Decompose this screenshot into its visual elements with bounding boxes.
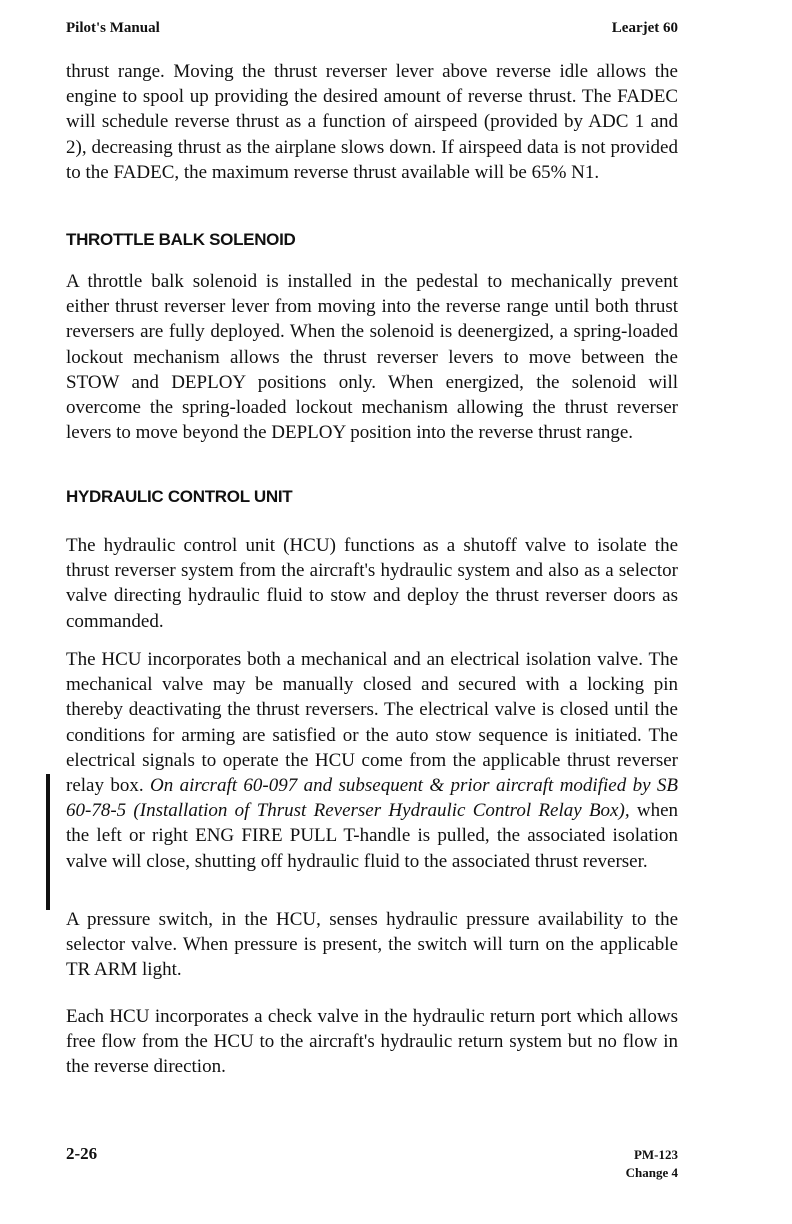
heading-throttle-balk-solenoid: THROTTLE BALK SOLENOID bbox=[66, 230, 296, 249]
hcu-effectivity-note: On aircraft 60-097 and subsequent & prior aircraft modified by SB 60-78-5 (Installation of Thrust Reverser Hydraulic Control Relay Box), bbox=[66, 775, 679, 822]
header-manual-title: Pilot's Manual bbox=[66, 20, 160, 36]
page-header bbox=[66, 20, 678, 46]
footer-doc-id: PM-123 bbox=[633, 1147, 678, 1162]
heading-hydraulic-control-unit: HYDRAULIC CONTROL UNIT bbox=[66, 487, 293, 506]
paragraph-hcu-function: The hydraulic control unit (HCU) functions as a shutoff valve to isolate the thrust reverser system from the aircraft's hydraulic system and also as a selector valve directing hydraulic fluid to stow and deploy the thrust reverser doors as commanded. bbox=[66, 535, 678, 632]
paragraph-thrust-range: thrust range. Moving the thrust reverser lever above reverse idle allows the engine to spool up providing the desired amount of reverse thrust. The FADEC will schedule reverse thrust as a function of airspeed (provided by ADC 1 and 2), decreasing thrust as the airplane slows down. If airspeed data is not provided to the FADEC, the maximum reverse thrust available will be 65% N1. bbox=[66, 61, 678, 183]
footer-change-number: Change 4 bbox=[625, 1165, 678, 1180]
paragraph-check-valve: Each HCU incorporates a check valve in the hydraulic return port which allows free flow from the HCU to the aircraft's hydraulic return system but no flow in the reverse direction. bbox=[66, 1006, 678, 1078]
footer-page-number: 2-26 bbox=[66, 1144, 98, 1163]
paragraph-pressure-switch: A pressure switch, in the HCU, senses hydraulic pressure availability to the selector valve. When pressure is present, the switch will turn on the applicable TR ARM light. bbox=[66, 909, 678, 981]
revision-change-bar bbox=[46, 774, 50, 910]
hcu-isolation-text-a: The HCU incorporates both a mechanical and an electrical isolation valve. The mechanical valve may be manually closed and secured with a locking pin thereby deactivating the thrust reversers. The electrical valve is closed until the conditions for arming are satisfied or the auto stow sequence is initiated. The electrical signals to operate the HCU come from the applicable thrust reverser relay box. bbox=[66, 649, 678, 797]
paragraph-throttle-balk-solenoid: A throttle balk solenoid is installed in the pedestal to mechanically prevent either thrust reverser lever from moving into the reverse range until both thrust reversers are fully deployed. When the solenoid is deenergized, a spring-loaded lockout mechanism allows the thrust reverser levers to move between the STOW and DEPLOY positions only. When energized, the solenoid will overcome the spring-loaded lockout mechanism allowing the thrust reverser levers to move beyond the DEPLOY position into the reverse thrust range. bbox=[66, 271, 678, 444]
hcu-isolation-text-b: when the left or right ENG FIRE PULL T-handle is pulled, the associated isolation valve will close, shutting off hydraulic fluid to the associated thrust reverser. bbox=[66, 800, 679, 872]
footer-document-info bbox=[626, 1146, 678, 1182]
header-aircraft-model: Learjet 60 bbox=[611, 20, 678, 36]
paragraph-hcu-isolation-valves bbox=[66, 647, 678, 874]
